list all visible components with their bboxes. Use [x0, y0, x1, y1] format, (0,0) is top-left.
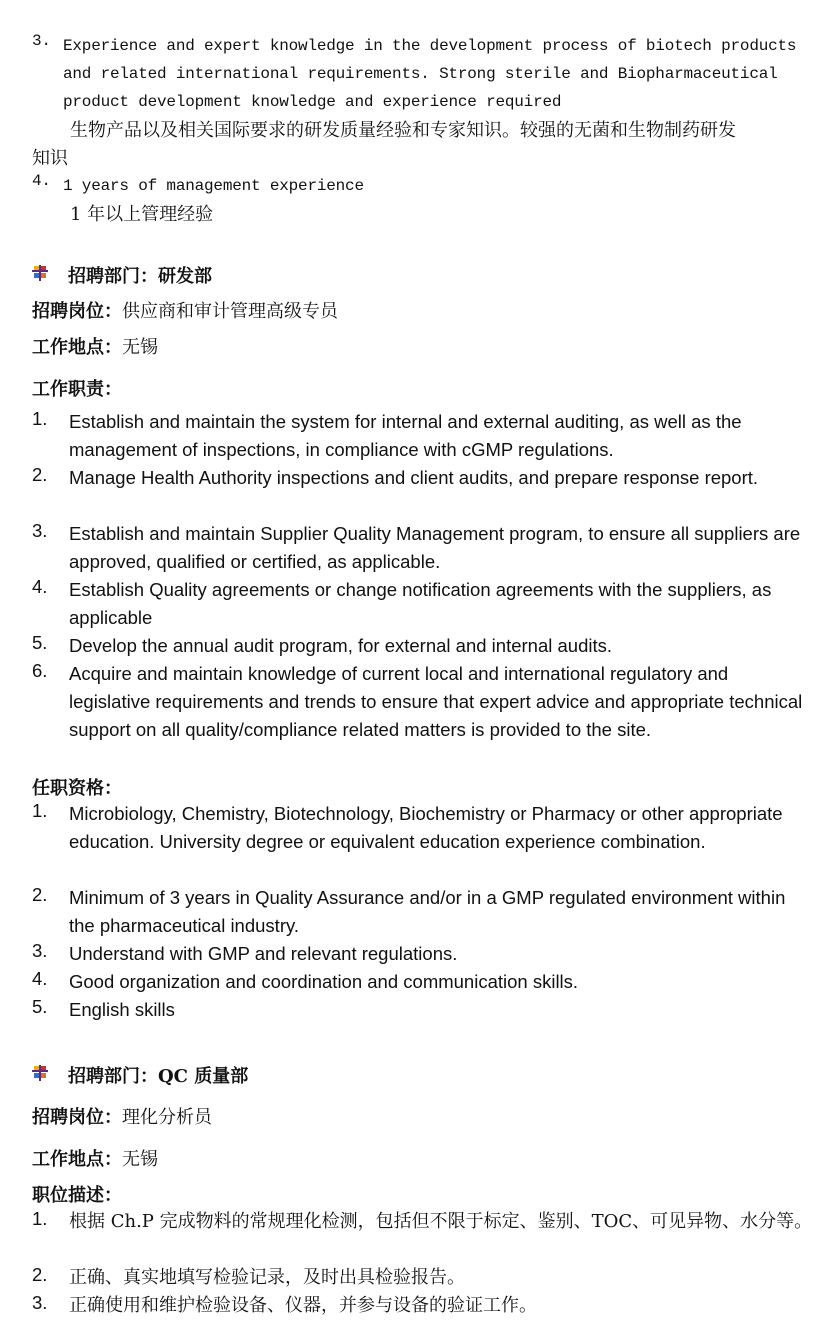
item-text: Good organization and coordination and communication skills. [69, 971, 579, 992]
item-text: 根据 Ch.P 完成物料的常规理化检测，包括但不限于标定、鉴别、TOC、可见异物、水分等。 [69, 1211, 813, 1232]
item-line: product development knowledge and experience required [63, 93, 562, 111]
item-number: 2. [32, 464, 48, 485]
item-number: 4. [32, 576, 48, 597]
description-title: 职位描述： [32, 1185, 122, 1206]
duties-title: 工作职责： [32, 379, 122, 400]
item-text: Establish and maintain Supplier Quality Management program, to ensure all suppliers are approved, qualified or certified, as applicable. [69, 523, 801, 572]
item-line: and related international requirements. Strong sterile and Biopharmaceutical [63, 65, 778, 83]
flag-bullet-icon [32, 1065, 48, 1081]
department-heading: 招聘部门：QC 质量部 [68, 1066, 249, 1087]
item-cn-text: 知识 [32, 148, 68, 169]
item-text: English skills [69, 999, 175, 1020]
item-number: 1. [32, 408, 48, 429]
item-text: 正确、真实地填写检验记录，及时出具检验报告。 [69, 1267, 465, 1288]
position-label: 招聘岗位： [32, 301, 122, 322]
item-text: Acquire and maintain knowledge of current local and international regulatory and legislative requirements and trends to ensure that expert advice and appropriate technical support on all quality/compliance related matters is provided to the site. [69, 663, 803, 740]
item-number: 3. [32, 32, 51, 50]
location-label: 工作地点： [32, 337, 122, 358]
qualifications-title: 任职资格： [32, 778, 122, 799]
item-text: Microbiology, Chemistry, Biotechnology, Biochemistry or Pharmacy or other appropriate education. University degree or equivalent education experience combination. [69, 803, 783, 852]
item-text: Manage Health Authority inspections and client audits, and prepare response report. [69, 467, 759, 488]
item-number: 3. [32, 520, 48, 541]
item-cn-text: 1 年以上管理经验 [70, 204, 214, 225]
item-number: 3. [32, 1292, 48, 1313]
position-row [32, 1103, 212, 1129]
item-line: Experience and expert knowledge in the development process of biotech products [63, 37, 797, 55]
item-number: 2. [32, 884, 48, 905]
item-cn-text: 生物产品以及相关国际要求的研发质量经验和专家知识。较强的无菌和生物制药研发 [70, 120, 736, 141]
flag-bullet-icon [32, 265, 48, 281]
item-text: Minimum of 3 years in Quality Assurance and/or in a GMP regulated environment within the pharmaceutical industry. [69, 887, 786, 936]
department-heading: 招聘部门：研发部 [68, 266, 212, 287]
item-text: 正确使用和维护检验设备、仪器，并参与设备的验证工作。 [69, 1295, 537, 1316]
item-number: 1. [32, 800, 48, 821]
location-row [32, 1145, 158, 1171]
location-value: 无锡 [122, 1149, 158, 1170]
item-text: Develop the annual audit program, for external and internal audits. [69, 635, 613, 656]
item-number: 4. [32, 968, 48, 989]
position-value: 供应商和审计管理高级专员 [122, 301, 338, 322]
location-row [32, 333, 158, 359]
item-number: 1. [32, 1208, 48, 1229]
item-text: Understand with GMP and relevant regulations. [69, 943, 458, 964]
position-label: 招聘岗位： [32, 1107, 122, 1128]
item-number: 6. [32, 660, 48, 681]
item-number: 5. [32, 632, 48, 653]
position-row [32, 297, 338, 323]
item-number: 5. [32, 996, 48, 1017]
item-text: Establish Quality agreements or change notification agreements with the suppliers, as applicable [69, 579, 772, 628]
item-text: Establish and maintain the system for internal and external auditing, as well as the management of inspections, in compliance with cGMP regulations. [69, 411, 742, 460]
location-label: 工作地点： [32, 1149, 122, 1170]
item-number: 2. [32, 1264, 48, 1285]
item-number: 4. [32, 172, 51, 190]
item-line: 1 years of management experience [63, 177, 364, 195]
location-value: 无锡 [122, 337, 158, 358]
item-number: 3. [32, 940, 48, 961]
position-value: 理化分析员 [122, 1107, 212, 1128]
